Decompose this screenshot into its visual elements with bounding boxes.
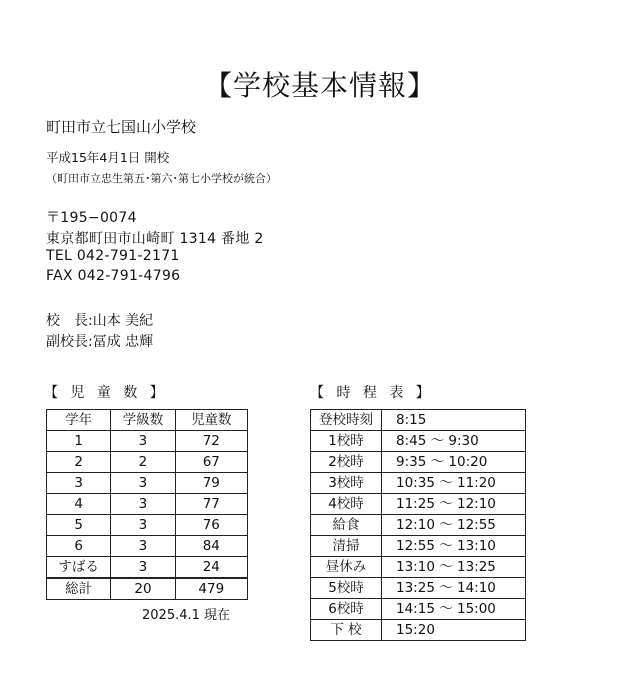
grade-cell: 2 — [47, 452, 111, 473]
table-row — [311, 494, 526, 515]
vice-principal: 副校長:冨成 忠輝 — [46, 334, 154, 350]
table-row — [47, 452, 248, 473]
total-students: 479 — [175, 578, 247, 600]
total-label: 総計 — [47, 578, 111, 600]
grade-cell: 3 — [47, 473, 111, 494]
time-cell: 12:10 ～ 12:55 — [382, 515, 526, 536]
table-header-row — [47, 410, 248, 431]
time-cell: 12:55 ～ 13:10 — [382, 536, 526, 557]
telephone: TEL 042-791-2171 — [46, 248, 180, 264]
student-count-table — [46, 409, 248, 600]
period-cell: 4校時 — [311, 494, 382, 515]
table-row — [311, 410, 526, 431]
time-cell: 11:25 ～ 12:10 — [382, 494, 526, 515]
table-row — [311, 536, 526, 557]
schedule-table — [310, 409, 526, 641]
time-cell: 8:45 ～ 9:30 — [382, 431, 526, 452]
classes-cell: 3 — [111, 557, 175, 579]
table-row — [311, 578, 526, 599]
school-name: 町田市立七国山小学校 — [46, 118, 197, 136]
table-row — [311, 557, 526, 578]
merge-note: （町田市立忠生第五･第六･第七小学校が統合） — [46, 172, 277, 185]
table-row — [47, 536, 248, 557]
time-cell: 8:15 — [382, 410, 526, 431]
page-title: 【学校基本情報】 — [203, 69, 436, 102]
period-cell: 清掃 — [311, 536, 382, 557]
period-cell: 5校時 — [311, 578, 382, 599]
students-cell: 84 — [175, 536, 247, 557]
table-row — [47, 473, 248, 494]
fax: FAX 042-791-4796 — [46, 268, 181, 284]
period-cell: 1校時 — [311, 431, 382, 452]
students-cell: 24 — [175, 557, 247, 579]
classes-cell: 3 — [111, 473, 175, 494]
students-cell: 79 — [175, 473, 247, 494]
header-students: 児童数 — [175, 410, 247, 431]
header-grade: 学年 — [47, 410, 111, 431]
table-row — [311, 452, 526, 473]
classes-cell: 3 — [111, 431, 175, 452]
period-cell: 2校時 — [311, 452, 382, 473]
period-cell: 3校時 — [311, 473, 382, 494]
students-cell: 77 — [175, 494, 247, 515]
period-cell: 登校時刻 — [311, 410, 382, 431]
period-cell: 下 校 — [311, 620, 382, 641]
period-cell: 昼休み — [311, 557, 382, 578]
table-row — [47, 557, 248, 579]
students-cell: 67 — [175, 452, 247, 473]
total-classes: 20 — [111, 578, 175, 600]
header-classes: 学級数 — [111, 410, 175, 431]
total-row — [47, 578, 248, 600]
as-of-date: 2025.4.1 現在 — [142, 608, 231, 623]
principal: 校 長:山本 美紀 — [46, 313, 154, 329]
grade-cell: 4 — [47, 494, 111, 515]
classes-cell: 3 — [111, 536, 175, 557]
period-cell: 6校時 — [311, 599, 382, 620]
classes-cell: 3 — [111, 515, 175, 536]
founding-date: 平成15年4月1日 開校 — [46, 150, 170, 165]
classes-cell: 2 — [111, 452, 175, 473]
address: 東京都町田市山崎町 1314 番地 2 — [46, 231, 264, 247]
classes-cell: 3 — [111, 494, 175, 515]
students-cell: 76 — [175, 515, 247, 536]
table-row — [311, 431, 526, 452]
time-cell: 15:20 — [382, 620, 526, 641]
grade-cell: 1 — [47, 431, 111, 452]
students-heading: 【 児 童 数 】 — [44, 385, 168, 401]
time-cell: 9:35 ～ 10:20 — [382, 452, 526, 473]
table-row — [47, 494, 248, 515]
table-row — [311, 620, 526, 641]
grade-cell: すばる — [47, 557, 111, 579]
time-cell: 14:15 ～ 15:00 — [382, 599, 526, 620]
time-cell: 10:35 ～ 11:20 — [382, 473, 526, 494]
table-row — [311, 473, 526, 494]
time-cell: 13:10 ～ 13:25 — [382, 557, 526, 578]
students-cell: 72 — [175, 431, 247, 452]
postal-code: 〒195−0074 — [46, 210, 137, 226]
table-row — [311, 515, 526, 536]
time-cell: 13:25 ～ 14:10 — [382, 578, 526, 599]
period-cell: 給食 — [311, 515, 382, 536]
grade-cell: 5 — [47, 515, 111, 536]
grade-cell: 6 — [47, 536, 111, 557]
schedule-heading: 【 時 程 表 】 — [310, 385, 434, 401]
table-row — [311, 599, 526, 620]
table-row — [47, 431, 248, 452]
table-row — [47, 515, 248, 536]
